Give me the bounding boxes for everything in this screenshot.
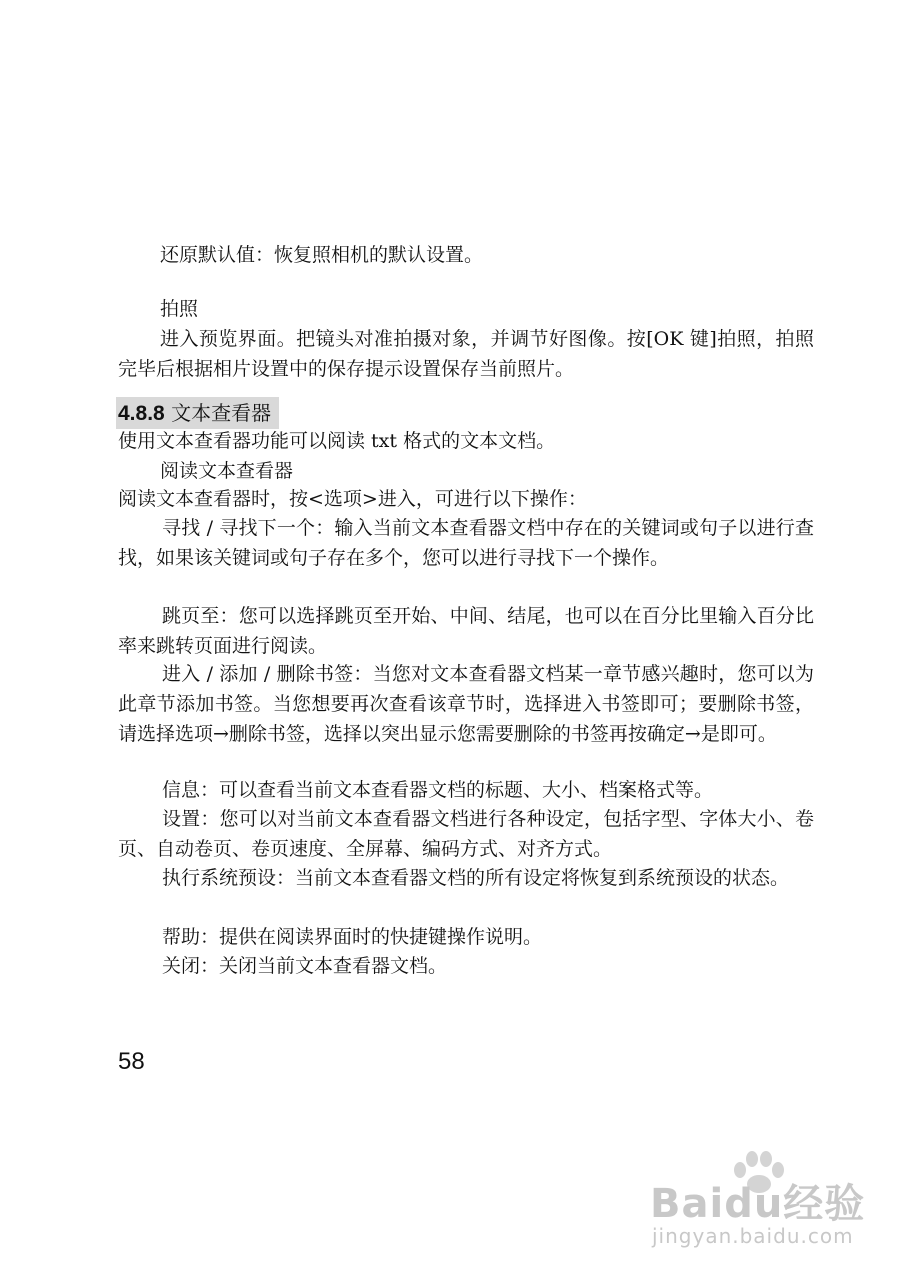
photo-paragraph: 进入预览界面。把镜头对准拍摄对象，并调节好图像。按[OK 键]拍照，拍照完毕后根据相片设置中的保存提示设置保存当前照片。 xyxy=(118,328,814,380)
section-number: 4.8.8 xyxy=(118,402,165,425)
restore-defaults-text: 还原默认值：恢复照相机的默认设置。 xyxy=(160,244,484,266)
jump-paragraph: 跳页至：您可以选择跳页至开始、中间、结尾，也可以在百分比里输入百分比率来跳转页面进行阅读。 xyxy=(118,605,814,657)
intro-text: 使用文本查看器功能可以阅读 txt 格式的文本文档。 xyxy=(118,430,556,452)
section-title: 文本查看器 xyxy=(171,401,272,425)
find-paragraph: 寻找 / 寻找下一个：输入当前文本查看器文档中存在的关键词或句子以进行查找，如果该关键词或句子存在多个，您可以进行寻找下一个操作。 xyxy=(118,517,814,569)
watermark-logo: Baidu经验 xyxy=(650,1181,866,1227)
reset-paragraph: 执行系统预设：当前文本查看器文档的所有设定将恢复到系统预设的状态。 xyxy=(162,867,790,889)
help-text: 帮助：提供在阅读界面时的快捷键操作说明。 xyxy=(162,926,543,948)
baidu-watermark xyxy=(640,1150,890,1270)
page-number: 58 xyxy=(118,1048,145,1075)
info-text: 信息：可以查看当前文本查看器文档的标题、大小、档案格式等。 xyxy=(162,779,714,801)
sub-title: 阅读文本查看器 xyxy=(160,460,294,482)
ops-intro-text: 阅读文本查看器时，按<选项>进入，可进行以下操作： xyxy=(118,488,587,510)
settings-paragraph: 设置：您可以对当前文本查看器文档进行各种设定，包括字型、字体大小、卷页、自动卷页、卷页速度、全屏幕、编码方式、对齐方式。 xyxy=(118,808,814,860)
section-heading xyxy=(116,397,279,429)
bookmark-paragraph: 进入 / 添加 / 删除书签：当您对文本查看器文档某一章节感兴趣时，您可以为此章节添加书签。当您想要再次查看该章节时，选择进入书签即可；要删除书签，请选择选项→删除书签，选择以突出显示您需要删除的书签再按确定→是即可。 xyxy=(118,663,814,745)
close-text: 关闭：关闭当前文本查看器文档。 xyxy=(162,955,448,977)
watermark-url: jingyan.baidu.com xyxy=(652,1224,854,1248)
photo-title: 拍照 xyxy=(160,298,199,320)
